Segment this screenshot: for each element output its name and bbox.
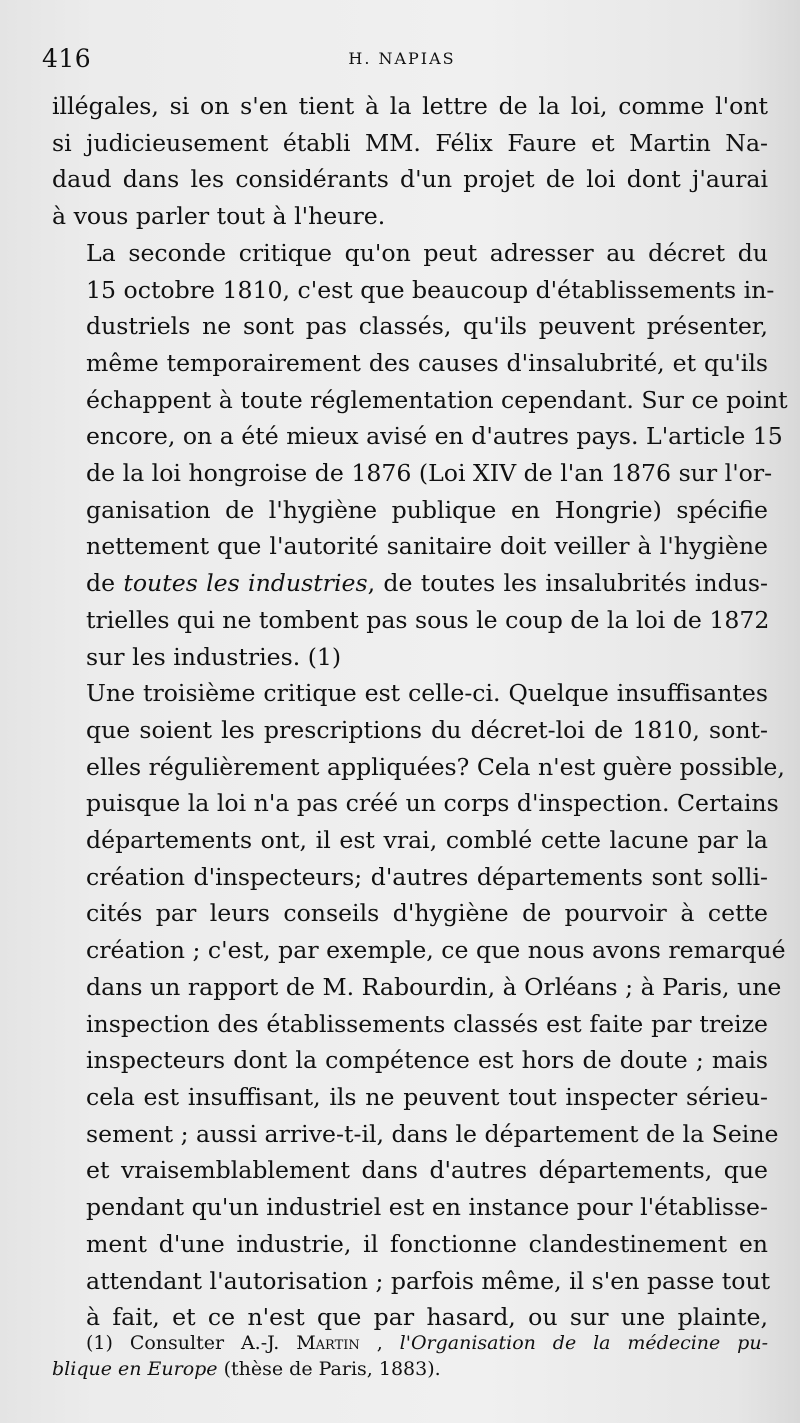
text-line: dans un rapport de M. Rabourdin, à Orléans ; à Paris, une [86, 972, 782, 1001]
footnote-tail: (thèse de Paris, 1883). [217, 1358, 441, 1380]
body-text [52, 88, 788, 1336]
footnote-line [52, 1356, 768, 1382]
text-line: inspecteurs dont la compétence est hors de doute ; mais [86, 1046, 768, 1075]
footnote-marker: (1) Consulter A.-J. [86, 1332, 297, 1354]
text-line: nettement que l'autorité sanitaire doit veiller à l'hygiène [86, 532, 768, 561]
text-fragment: de [86, 569, 124, 598]
text-line: illégales, si on s'en tient à la lettre de la loi, comme l'ont [52, 92, 768, 120]
paragraph-2 [52, 235, 788, 675]
text-line: pendant qu'un industriel est en instance pour l'établisse- [86, 1193, 768, 1222]
page-header [42, 44, 762, 74]
text-fragment: , [359, 1332, 400, 1354]
text-line: dustriels ne sont pas classés, qu'ils peuvent présenter, [86, 312, 768, 341]
footnote-author: Martin [296, 1332, 360, 1354]
text-line: ganisation de l'hygiène publique en Hongrie) spécifie [86, 495, 768, 524]
text-fragment: , de toutes les insalubrités indus- [367, 569, 768, 598]
footnote [52, 1330, 768, 1382]
footnote-line [52, 1330, 768, 1356]
text-line: cela est insuffisant, ils ne peuvent tout inspecter sérieu- [86, 1082, 768, 1111]
text-line: à fait, et ce n'est que par hasard, ou sur une plainte, [86, 1303, 768, 1332]
text-line: Une troisième critique est celle-ci. Quelque insuffisantes [86, 679, 768, 708]
paragraph-3 [52, 675, 786, 1336]
text-line: cités par leurs conseils d'hygiène de pourvoir à cette [86, 899, 768, 928]
text-line: trielles qui ne tombent pas sous le coup de la loi de 1872 [86, 605, 770, 634]
running-head: H. NAPIAS [348, 49, 456, 68]
text-line: départements ont, il est vrai, comblé cette lacune par la [86, 826, 768, 855]
text-line: que soient les prescriptions du décret-loi de 1810, sont- [86, 715, 768, 744]
text-line: attendant l'autorisation ; parfois même, il s'en passe tout [86, 1266, 771, 1295]
page-number: 416 [42, 44, 92, 73]
paragraph-1 [52, 88, 768, 235]
text-line: encore, on a été mieux avisé en d'autres pays. L'article 15 [86, 422, 783, 451]
footnote-title-continued: blique en Europe [52, 1358, 218, 1380]
text-line: sur les industries. (1) [86, 642, 342, 671]
text-line: inspection des établissements classés est faite par treize [86, 1009, 768, 1038]
italic-phrase: toutes les industries [123, 569, 368, 598]
text-line: échappent à toute réglementation cependant. Sur ce point [86, 385, 788, 414]
text-line: daud dans les considérants d'un projet de loi dont j'aurai [52, 165, 768, 194]
text-line: 15 octobre 1810, c'est que beaucoup d'établissements in- [86, 275, 775, 304]
text-line: et vraisemblablement dans d'autres départements, que [86, 1156, 768, 1185]
text-line: création d'inspecteurs; d'autres départements sont solli- [86, 862, 768, 891]
text-line: création ; c'est, par exemple, ce que nous avons remarqué [86, 936, 786, 965]
text-line: même temporairement des causes d'insalubrité, et qu'ils [86, 348, 768, 377]
text-line: ment d'une industrie, il fonctionne clandestinement en [86, 1229, 768, 1258]
text-line-with-italic [52, 565, 768, 602]
text-line: de la loi hongroise de 1876 (Loi XIV de l'an 1876 sur l'or- [86, 459, 773, 488]
text-line: La seconde critique qu'on peut adresser au décret du [86, 238, 768, 267]
text-line: si judicieusement établi MM. Félix Faure et Martin Na- [52, 128, 768, 157]
text-line: à vous parler tout à l'heure. [52, 202, 386, 231]
text-line: puisque la loi n'a pas créé un corps d'inspection. Certains [86, 789, 779, 818]
text-line: elles régulièrement appliquées? Cela n'est guère possible, [86, 752, 785, 781]
footnote-title: l'Organisation de la médecine pu- [399, 1332, 768, 1354]
text-line: sement ; aussi arrive-t-il, dans le département de la Seine [86, 1119, 779, 1148]
